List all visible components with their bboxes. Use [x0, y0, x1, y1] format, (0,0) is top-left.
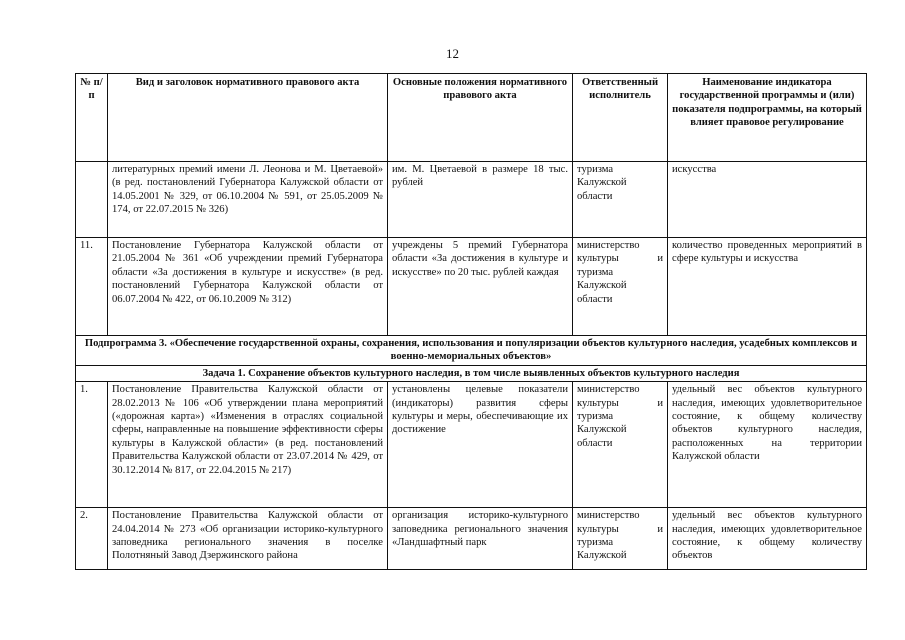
table-row	[76, 238, 867, 336]
row-act: Постановление Губернатора Калужской области от 21.05.2004 № 361 «Об учреждении премий Губернатора области «За достижения в культуре и искусстве» (в ред. постановлений Губернатора Калужской области от 06.07.2004 № 422, от 06.10.2009 № 312)	[108, 238, 388, 336]
page-number: 12	[446, 46, 459, 61]
row-indicator: искусства	[668, 162, 867, 238]
table-row	[76, 508, 867, 570]
row-provisions: учреждены 5 премий Губернатора области «За достижения в культуре и искусстве» по 20 тыс. рублей каждая	[388, 238, 573, 336]
row-provisions: организация историко-культурного заповедника регионального значения «Ландшафтный парк	[388, 508, 573, 570]
table-header-row	[76, 74, 867, 162]
table-row	[76, 382, 867, 508]
legal-acts-table	[75, 73, 867, 570]
row-act: литературных премий имени Л. Леонова и М. Цветаевой» (в ред. постановлений Губернатора Калужской области от 14.05.2001 № 329, от 06.10.2004 № 591, от 25.05.2009 № 174, от 22.07.2015 № 326)	[108, 162, 388, 238]
task-title: Задача 1. Сохранение объектов культурного наследия, в том числе выявленных объектов культурного наследия	[76, 365, 867, 381]
header-provisions: Основные положения нормативного правового акта	[388, 74, 573, 162]
header-executor: Ответственный исполнитель	[573, 74, 668, 162]
row-executor: туризма Калужской области	[573, 162, 668, 238]
header-act: Вид и заголовок нормативного правового акта	[108, 74, 388, 162]
row-number: 1.	[76, 382, 108, 508]
row-provisions: установлены целевые показатели (индикаторы) развития сферы культуры и меры, обеспечивающие их достижение	[388, 382, 573, 508]
row-indicator: количество проведенных мероприятий в сфере культуры и искусства	[668, 238, 867, 336]
table-row	[76, 162, 867, 238]
row-act: Постановление Правительства Калужской области от 28.02.2013 № 106 «Об утверждении плана мероприятий («дорожная карта») «Изменения в отраслях социальной сферы, направленные на повышение эффективности сферы культуры в Калужской области» (в ред. постановлений Правительства Калужской области от 23.07.2014 № 429, от 30.12.2014 № 817, от 22.04.2015 № 217)	[108, 382, 388, 508]
subprogram-row	[76, 336, 867, 366]
header-number: № п/п	[76, 74, 108, 162]
row-indicator: удельный вес объектов культурного наследия, имеющих удовлетворительное состояние, к общему количеству объектов	[668, 508, 867, 570]
task-row	[76, 365, 867, 381]
row-number: 11.	[76, 238, 108, 336]
row-executor: министерство культуры и туризма Калужской	[573, 508, 668, 570]
header-indicator: Наименование индикатора государственной программы и (или) показателя подпрограммы, на который влияет правовое регулирование	[668, 74, 867, 162]
row-executor: министерство культуры и туризма Калужской области	[573, 382, 668, 508]
row-act: Постановление Правительства Калужской области от 24.04.2014 № 273 «Об организации историко-культурного заповедника регионального значения в поселке Полотняный Завод Дзержинского района	[108, 508, 388, 570]
row-number: 2.	[76, 508, 108, 570]
row-executor: министерство культуры и туризма Калужской области	[573, 238, 668, 336]
row-number	[76, 162, 108, 238]
subprogram-title: Подпрограмма 3. «Обеспечение государственной охраны, сохранения, использования и популяризации объектов культурного наследия, усадебных комплексов и военно-мемориальных объектов»	[76, 336, 867, 366]
row-indicator: удельный вес объектов культурного наследия, имеющих удовлетворительное состояние, к общему количеству объектов культурного наследия, расположенных на территории Калужской области	[668, 382, 867, 508]
row-provisions: им. М. Цветаевой в размере 18 тыс. рублей	[388, 162, 573, 238]
